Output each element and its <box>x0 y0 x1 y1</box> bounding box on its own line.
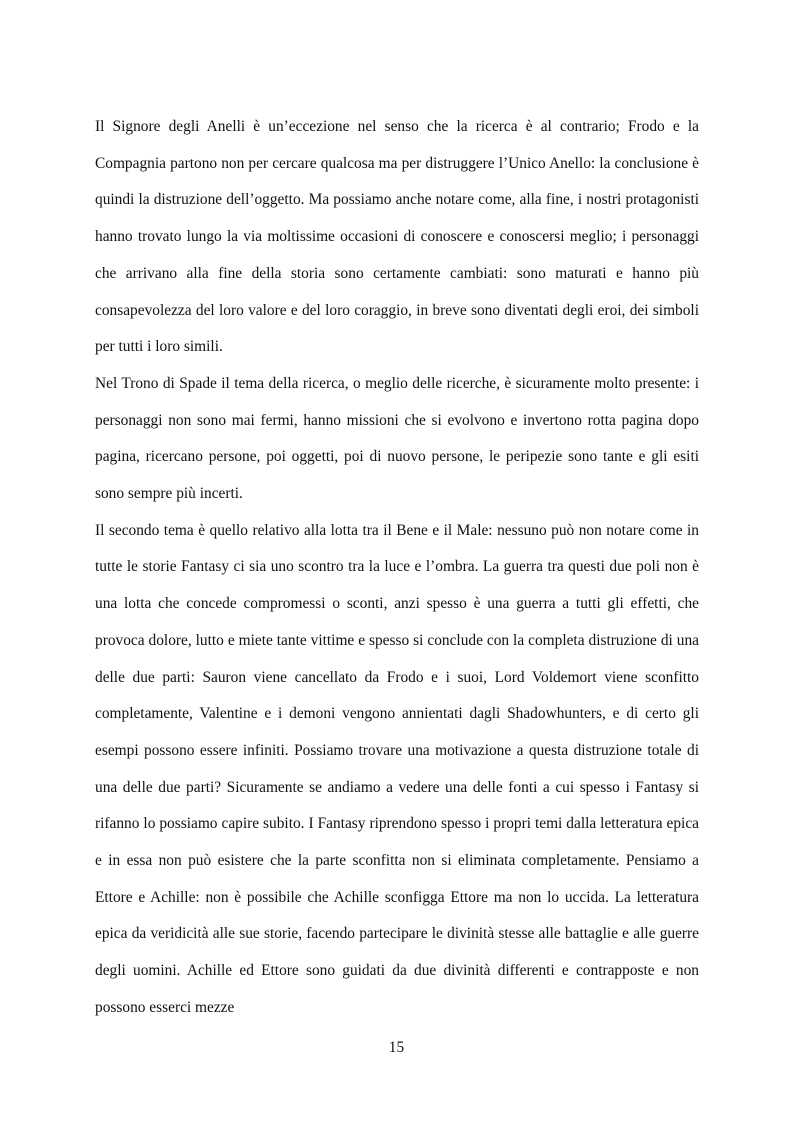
paragraph-2: Nel Trono di Spade il tema della ricerca, o meglio delle ricerche, è sicuramente molto presente: i personaggi non sono mai fermi, hanno missioni che si evolvono e invertono rotta pagina dopo pagina, ricercano persone, poi oggetti, poi di nuovo persone, le peripezie sono tante e gli esiti sono sempre più incerti. <box>95 374 699 503</box>
page-number: 15 <box>388 1039 405 1056</box>
paragraph-3: Il secondo tema è quello relativo alla lotta tra il Bene e il Male: nessuno può non notare come in tutte le storie Fantasy ci sia uno scontro tra la luce e l’ombra. La guerra tra questi due poli non è una lotta che concede compromessi o sconti, anzi spesso è una guerra a tutti gli effetti, che provoca dolore, lutto e miete tante vittime e spesso si conclude con la completa distruzione di una delle due parti: Sauron viene cancellato da Frodo e i suoi, Lord Voldemort viene sconfitto completamente, Valentine e i demoni vengono annientati dagli Shadowhunters, e di certo gli esempi possono essere infiniti. Possiamo trovare una motivazione a questa distruzione totale di una delle due parti? Sicuramente se andiamo a vedere una delle fonti a cui spesso i Fantasy si rifanno lo possiamo capire subito. I Fantasy riprendono spesso i propri temi dalla letteratura epica e in essa non può esistere che la parte sconfitta non si eliminata completamente. Pensiamo a Ettore e Achille: non è possibile che Achille sconfigga Ettore ma non lo uccida. La letteratura epica da veridicità alle sue storie, facendo partecipare le divinità stesse alle battaglie e alle guerre degli uomini. Achille ed Ettore sono guidati da due divinità differenti e contrapposte e non possono esserci mezze <box>95 521 699 1016</box>
paragraph-1: Il Signore degli Anelli è un’eccezione nel senso che la ricerca è al contrario; Frodo e la Compagnia partono non per cercare qualcosa ma per distruggere l’Unico Anello: la conclusione è quindi la distruzione dell’oggetto. Ma possiamo anche notare come, alla fine, i nostri protagonisti hanno trovato lungo la via moltissime occasioni di conoscere e conoscersi meglio; i personaggi che arrivano alla fine della storia sono certamente cambiati: sono maturati e hanno più consapevolezza del loro valore e del loro coraggio, in breve sono diventati degli eroi, dei simboli per tutti i loro simili. <box>95 118 699 356</box>
body-text <box>95 109 699 1027</box>
